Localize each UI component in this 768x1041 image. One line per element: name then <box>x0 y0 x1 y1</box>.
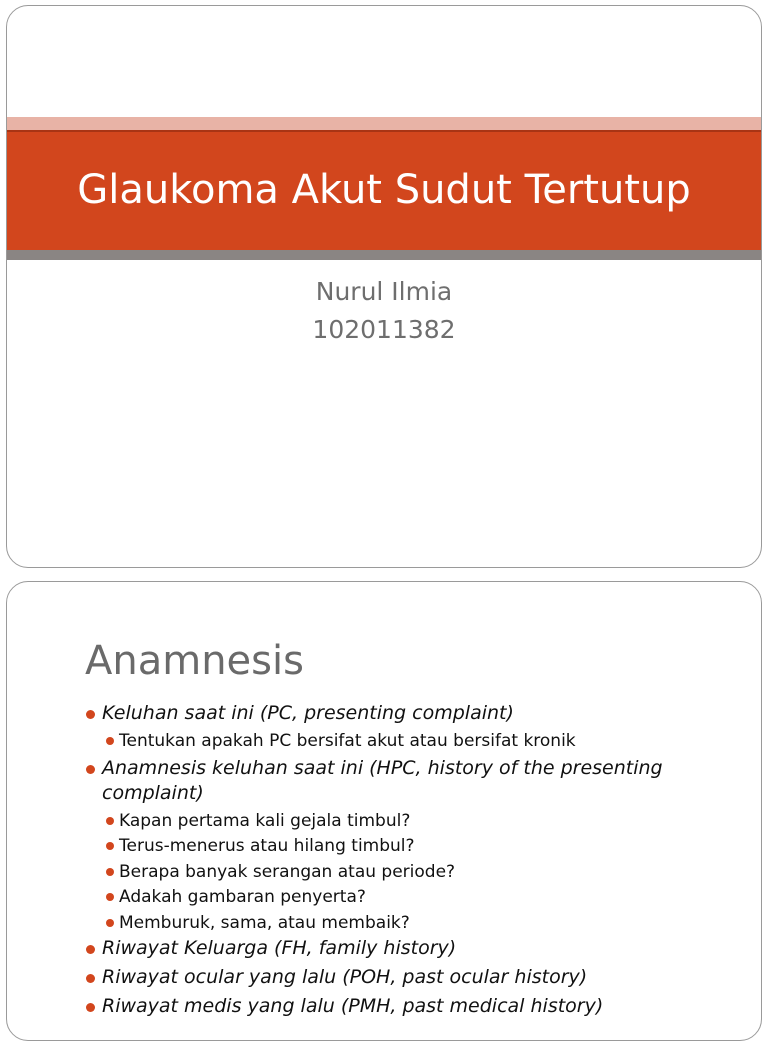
bullet-dot-icon <box>106 893 114 901</box>
bullet-item <box>102 937 456 959</box>
bullet-item <box>102 702 514 724</box>
title-band-top-stripe <box>7 117 761 130</box>
sub-bullet-item <box>119 887 366 907</box>
bullet-text: Tentukan apakah PC bersifat akut atau bersifat kronik <box>119 731 576 751</box>
bullet-dot-icon <box>86 710 95 719</box>
bullet-text: Berapa banyak serangan atau periode? <box>119 862 456 882</box>
bullet-text: complaint) <box>102 782 204 804</box>
title-band <box>7 130 761 250</box>
bullet-text: Riwayat Keluarga (FH, family history) <box>102 937 457 959</box>
author-name: Nurul Ilmia <box>315 277 453 306</box>
bullet-dot-icon <box>106 817 114 825</box>
bullet-dot-icon <box>86 1003 95 1012</box>
bullet-text: Riwayat ocular yang lalu (POH, past ocular history) <box>102 966 588 988</box>
content-slide <box>6 581 762 1041</box>
bullet-dot-icon <box>106 919 114 927</box>
bullet-item <box>102 995 603 1017</box>
bullet-dot-icon <box>86 974 95 983</box>
sub-bullet-item <box>119 862 455 882</box>
bullet-item <box>102 757 663 779</box>
student-id: 102011382 <box>312 315 456 344</box>
bullet-dot-icon <box>106 737 114 745</box>
bullet-text: Kapan pertama kali gejala timbul? <box>119 811 411 831</box>
title-slide <box>6 5 762 568</box>
bullet-text: Keluhan saat ini (PC, presenting complaint) <box>102 702 514 724</box>
bullet-dot-icon <box>106 842 114 850</box>
bullet-text: Riwayat medis yang lalu (PMH, past medical history) <box>102 995 604 1017</box>
presentation-title: Glaukoma Akut Sudut Tertutup <box>77 167 691 213</box>
bullet-text: Adakah gambaran penyerta? <box>119 887 366 907</box>
bullet-continuation <box>102 782 204 804</box>
bullet-item <box>102 966 587 988</box>
bullet-text: Anamnesis keluhan saat ini (HPC, history of the presenting <box>102 757 663 779</box>
bullet-dot-icon <box>86 945 95 954</box>
bullet-text: Memburuk, sama, atau membaik? <box>119 913 410 933</box>
sub-bullet-item <box>119 836 415 856</box>
slide-heading: Anamnesis <box>85 638 304 684</box>
bullet-dot-icon <box>86 765 95 774</box>
sub-bullet-item <box>119 913 410 933</box>
bullet-text: Terus-menerus atau hilang timbul? <box>119 836 415 856</box>
bullet-dot-icon <box>106 868 114 876</box>
title-band-bottom-stripe <box>7 250 761 260</box>
sub-bullet-item <box>119 731 576 751</box>
sub-bullet-item <box>119 811 410 831</box>
